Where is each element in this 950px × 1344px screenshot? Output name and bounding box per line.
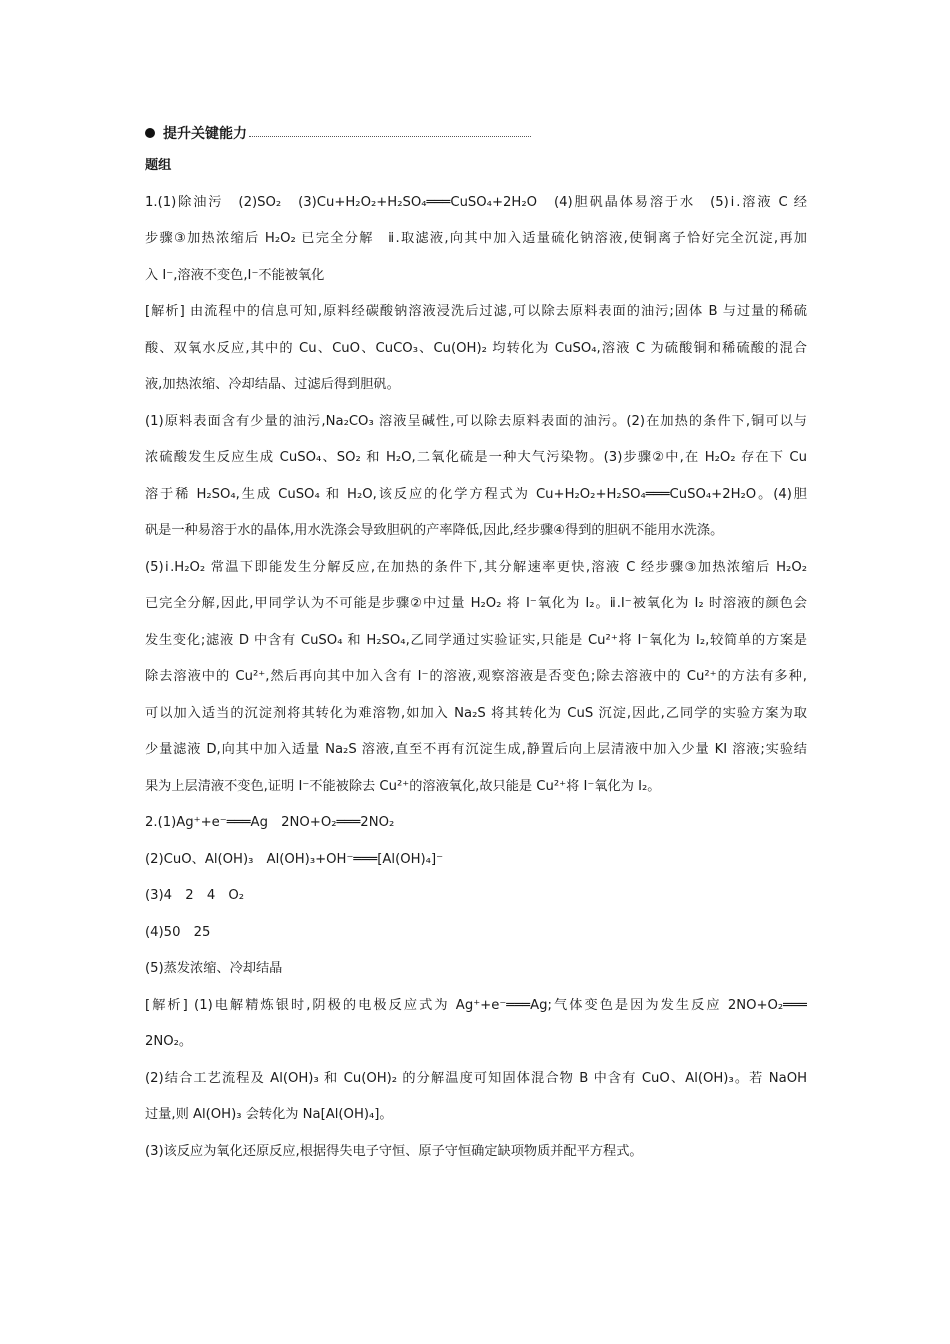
text-line: 步骤③加热浓缩后 H₂O₂ 已完全分解 ⅱ.取滤液,向其中加入适量硫化钠溶液,使铜离子恰好完全沉淀,再加: [145, 231, 807, 246]
dotted-rule: [249, 135, 531, 137]
text-line: (3)该反应为氧化还原反应,根据得失电子守恒、原子守恒确定缺项物质并配平方程式。: [145, 1143, 643, 1159]
text-line: (2)CuO、Al(OH)₃ Al(OH)₃+OH⁻═══[Al(OH)₄]⁻: [145, 851, 444, 867]
text-line: 浓硫酸发生反应生成 CuSO₄、SO₂ 和 H₂O,二氧化硫是一种大气污染物。(3)步骤②中,在 H₂O₂ 存在下 Cu: [145, 450, 807, 465]
text-line: (2)结合工艺流程及 Al(OH)₃ 和 Cu(OH)₂ 的分解温度可知固体混合物 B 中含有 CuO、Al(OH)₃。若 NaOH: [145, 1070, 807, 1086]
text-line: 2NO₂。: [145, 1034, 193, 1049]
text-line: 已完全分解,因此,甲同学认为不可能是步骤②中过量 H₂O₂ 将 I⁻氧化为 I₂。ⅱ.I⁻被氧化为 I₂ 时溶液的颜色会: [145, 596, 807, 611]
text-line: (1)原料表面含有少量的油污,Na₂CO₃ 溶液呈碱性,可以除去原料表面的油污。(2)在加热的条件下,铜可以与: [145, 413, 807, 429]
text-line: 液,加热浓缩、冷却结晶、过滤后得到胆矾。: [145, 377, 400, 392]
bullet-icon: [145, 128, 155, 138]
text-line: 1.(1)除油污 (2)SO₂ (3)Cu+H₂O₂+H₂SO₄═══CuSO₄+2H₂O (4)胆矾晶体易溶于水 (5)ⅰ.溶液 C 经: [145, 194, 807, 210]
section-title: 提升关键能力: [163, 126, 247, 142]
answer-body: [145, 185, 807, 1171]
text-line: (5)蒸发浓缩、冷却结晶: [145, 961, 283, 976]
section-header: [145, 118, 807, 148]
document-page: [145, 118, 807, 1170]
text-line: (5)ⅰ.H₂O₂ 常温下即能发生分解反应,在加热的条件下,其分解速率更快,溶液 C 经步骤③加热浓缩后 H₂O₂: [145, 559, 807, 575]
text-line: 2.(1)Ag⁺+e⁻═══Ag 2NO+O₂═══2NO₂: [145, 815, 395, 830]
text-line: (3)4 2 4 O₂: [145, 888, 245, 903]
text-line: [解析] (1)电解精炼银时,阴极的电极反应式为 Ag⁺+e⁻═══Ag;气体变色是因为发生反应 2NO+O₂═══: [145, 997, 807, 1013]
text-line: 酸、双氧水反应,其中的 Cu、CuO、CuCO₃、Cu(OH)₂ 均转化为 CuSO₄,溶液 C 为硫酸铜和稀硫酸的混合: [145, 340, 807, 356]
group-label: 题组: [145, 158, 172, 173]
text-line: 果为上层清液不变色,证明 I⁻不能被除去 Cu²⁺的溶液氧化,故只能是 Cu²⁺将 I⁻氧化为 I₂。: [145, 778, 661, 794]
text-line: 除去溶液中的 Cu²⁺,然后再向其中加入含有 I⁻的溶液,观察溶液是否变色;除去溶液中的 Cu²⁺的方法有多种,: [145, 669, 807, 684]
text-line: 矾是一种易溶于水的晶体,用水洗涤会导致胆矾的产率降低,因此,经步骤④得到的胆矾不能用水洗涤。: [145, 523, 724, 538]
text-line: 入 I⁻,溶液不变色,I⁻不能被氧化: [145, 267, 325, 283]
text-line: 少量滤液 D,向其中加入适量 Na₂S 溶液,直至不再有沉淀生成,静置后向上层清液中加入少量 KI 溶液;实验结: [145, 742, 807, 757]
text-line: [解析] 由流程中的信息可知,原料经碳酸钠溶液浸洗后过滤,可以除去原料表面的油污;固体 B 与过量的稀硫: [145, 304, 807, 319]
text-line: 溶于稀 H₂SO₄,生成 CuSO₄ 和 H₂O,该反应的化学方程式为 Cu+H₂O₂+H₂SO₄═══CuSO₄+2H₂O。(4)胆: [145, 486, 807, 502]
text-line: 过量,则 Al(OH)₃ 会转化为 Na[Al(OH)₄]。: [145, 1107, 393, 1122]
text-line: 发生变化;滤液 D 中含有 CuSO₄ 和 H₂SO₄,乙同学通过实验证实,只能是 Cu²⁺将 I⁻氧化为 I₂,较简单的方案是: [145, 632, 807, 648]
text-line: 可以加入适当的沉淀剂将其转化为难溶物,如加入 Na₂S 将其转化为 CuS 沉淀,因此,乙同学的实验方案为取: [145, 705, 807, 721]
text-line: (4)50 25: [145, 924, 211, 940]
